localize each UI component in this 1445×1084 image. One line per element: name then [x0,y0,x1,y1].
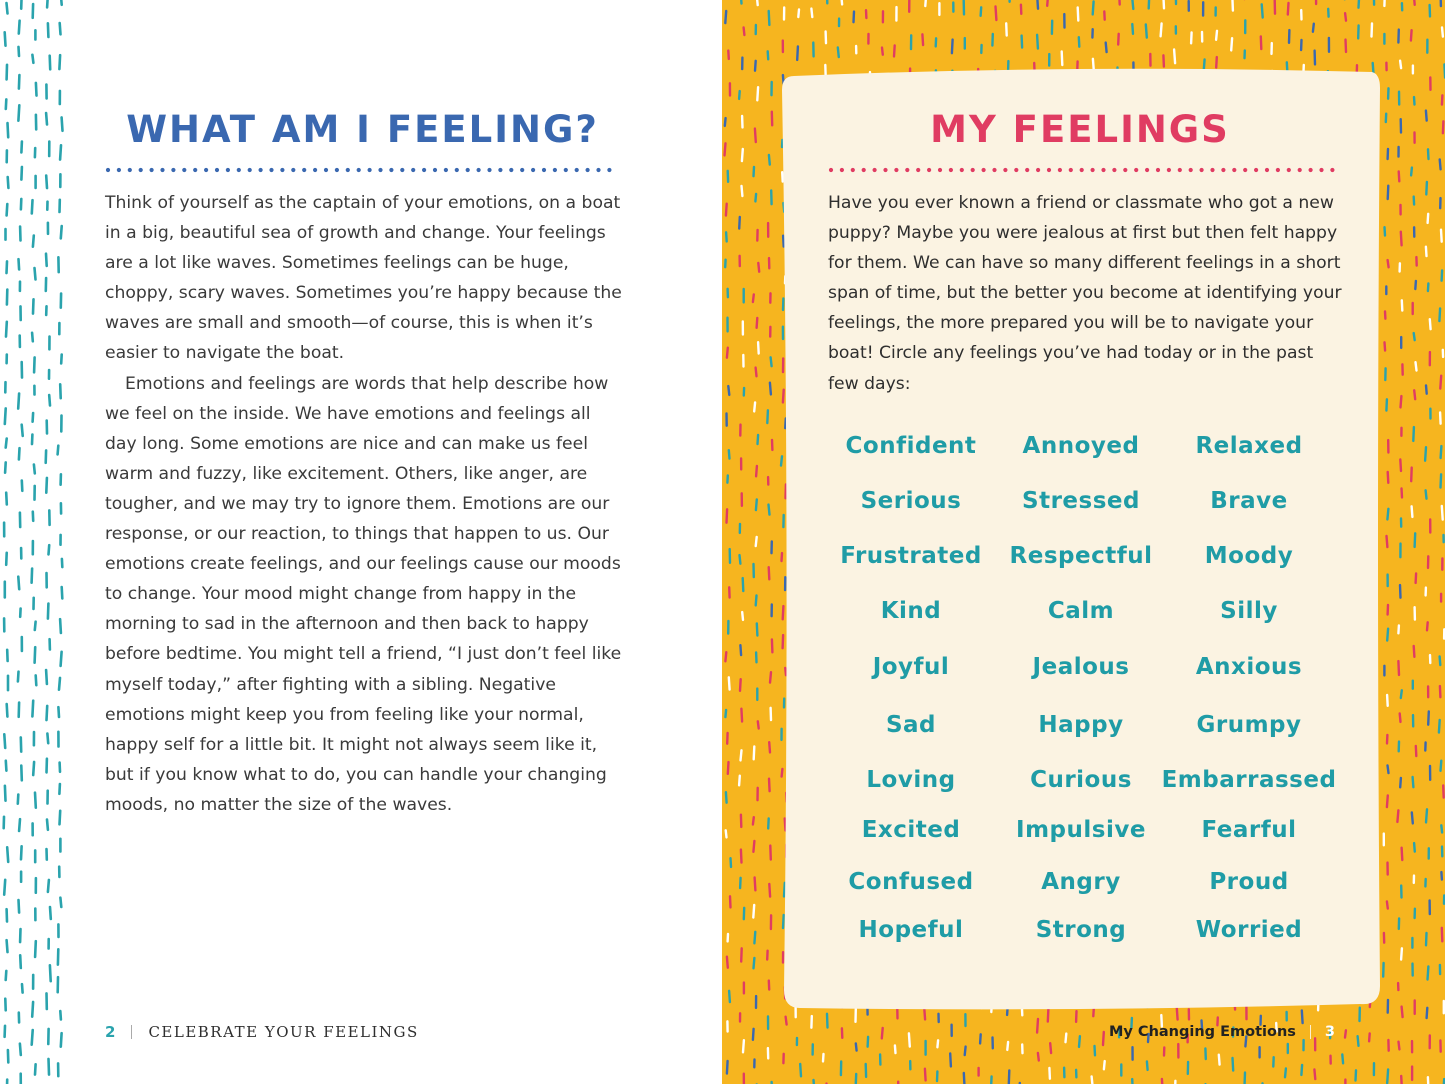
page-title-my-feelings: MY FEELINGS [930,108,1230,151]
feeling-word-excited: Excited [861,817,961,843]
right-page [722,0,1445,1084]
feeling-word-frustrated: Frustrated [840,543,982,569]
running-head: My Changing Emotions [1109,1024,1296,1040]
feeling-word-sad: Sad [885,712,937,738]
feeling-word-angry: Angry [1041,869,1121,895]
left-footer [105,1022,419,1042]
feelings-word-grid [780,66,1380,1010]
running-head: CELEBRATE YOUR FEELINGS [148,1023,419,1041]
feeling-word-strong: Strong [1035,917,1127,943]
feeling-word-jealous: Jealous [1032,654,1130,680]
right-footer [1109,1022,1335,1042]
decorative-dash-pattern [0,0,70,1084]
page-number: 3 [1324,1024,1335,1040]
feeling-word-grumpy: Grumpy [1196,712,1302,738]
feeling-word-impulsive: Impulsive [1016,817,1146,843]
page-title-what-am-i-feeling: WHAT AM I FEELING? [126,108,599,151]
feeling-word-joyful: Joyful [872,654,950,680]
feeling-word-hopeful: Hopeful [858,917,964,943]
feeling-word-silly: Silly [1220,598,1278,624]
intro-text: Have you ever known a friend or classmate who got a new puppy? Maybe you were jealous at first but then felt happy for them. We can have so many different feelings in a short span of time, but the better you become at identifying your feelings, the more prepared you will be to navigate your boat! Circle any feelings you’ve had today or in the past few days: [828,193,1342,394]
feeling-word-confused: Confused [848,869,974,895]
feeling-word-stressed: Stressed [1022,488,1140,514]
feeling-word-calm: Calm [1047,598,1115,624]
page-number: 2 [105,1023,116,1041]
feeling-word-confident: Confident [845,433,977,459]
paragraph: Emotions and feelings are words that help describe how we feel on the inside. We have emotions and feelings all day long. Some emotions are nice and can make us feel warm and fuzzy, like excitement. Others, like anger, are tougher, and we may try to ignore them. Emotions are our response, or our reaction, to things that happen to us. Our emotions create feelings, and our feelings cause our moods to change. Your mood might change from happy in the morning to sad in the afternoon and then back to happy before bedtime. You might tell a friend, “I just don’t feel like myself today,” after fighting with a sibling. Negative emotions might keep you from feeling like your normal, happy self for a little bit. It might not always seem like it, but if you know what to do, you can handle your changing moods, no matter the size of the waves. [105,373,622,815]
dotted-divider [105,167,620,173]
feeling-word-serious: Serious [860,488,962,514]
left-page [0,0,722,1084]
feelings-card [780,66,1380,1010]
feeling-word-proud: Proud [1209,869,1289,895]
feeling-word-curious: Curious [1030,767,1132,793]
feeling-word-moody: Moody [1204,543,1294,569]
feeling-word-relaxed: Relaxed [1195,433,1303,459]
feeling-word-embarrassed: Embarrassed [1161,767,1337,793]
feeling-word-brave: Brave [1210,488,1288,514]
feeling-word-respectful: Respectful [1009,543,1153,569]
footer-divider [131,1025,132,1039]
footer-divider [1310,1025,1311,1039]
feeling-word-kind: Kind [880,598,942,624]
feeling-word-anxious: Anxious [1195,654,1303,680]
feeling-word-loving: Loving [866,767,956,793]
feeling-word-annoyed: Annoyed [1022,433,1140,459]
left-body-text [105,188,625,820]
feeling-word-fearful: Fearful [1201,817,1297,843]
feeling-word-worried: Worried [1195,917,1303,943]
feeling-word-happy: Happy [1038,712,1124,738]
paragraph: Think of yourself as the captain of your emotions, on a boat in a big, beautiful sea of growth and change. Your feelings are a lot like waves. Sometimes feelings can be huge, choppy, scary waves. Sometimes you’re happy because the waves are small and smooth—of course, this is when it’s easier to navigate the boat. [105,193,622,364]
